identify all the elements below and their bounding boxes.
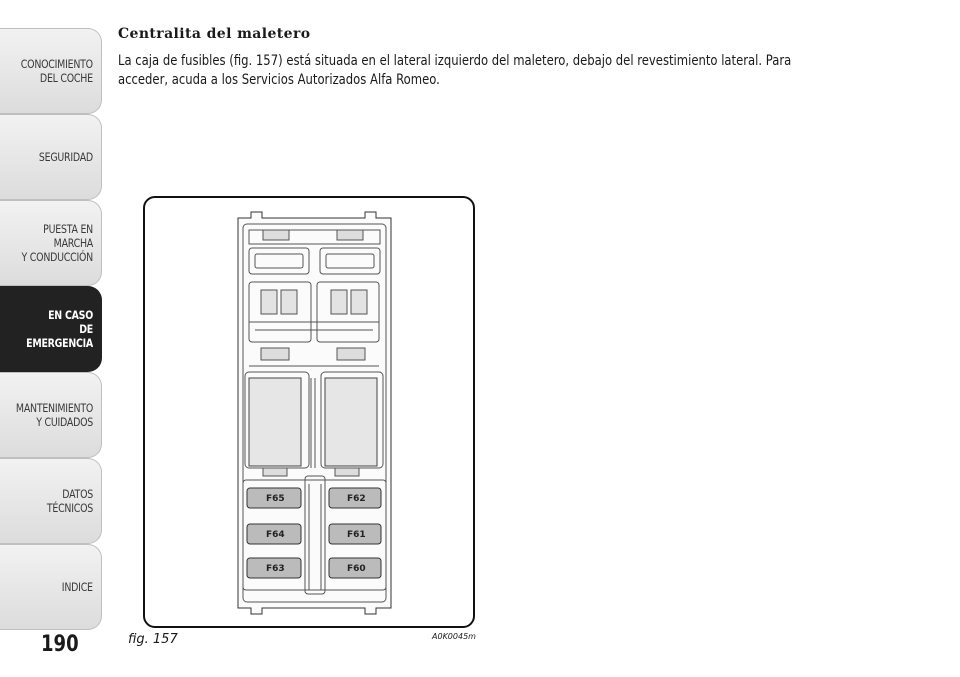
- section-heading: Centralita del maletero: [118, 26, 311, 42]
- fuse-label-f64: F64: [266, 530, 285, 540]
- tab-label: CONOCIMIENTO DEL COCHE: [20, 57, 93, 85]
- tab-label: EN CASO DE EMERGENCIA: [26, 308, 94, 350]
- fuse-label-f62: F62: [347, 494, 366, 504]
- tab-mantenimiento[interactable]: [0, 372, 102, 458]
- body-paragraph: La caja de fusibles (fig. 157) está situada en el lateral izquierdo del maletero, debajo del revestimiento lateral. Para acceder, acuda a los Servicios Autorizados Alfa Romeo.: [118, 53, 792, 88]
- tab-conocimiento[interactable]: [0, 28, 102, 114]
- tab-en-caso-de-emergencia[interactable]: [0, 286, 102, 372]
- fuse-label-f65: F65: [266, 494, 285, 504]
- tab-label: SEGURIDAD: [38, 150, 93, 164]
- fuse-label-f60: F60: [347, 564, 366, 574]
- tab-label: PUESTA EN MARCHA Y CONDUCCIÓN: [21, 222, 93, 264]
- tab-puesta-en-marcha[interactable]: [0, 200, 102, 286]
- tab-label: MANTENIMIENTO Y CUIDADOS: [15, 401, 93, 429]
- tab-indice[interactable]: [0, 544, 102, 630]
- tab-seguridad[interactable]: [0, 114, 102, 200]
- fuse-box-figure: [143, 196, 475, 628]
- fuse-label-f61: F61: [347, 530, 366, 540]
- tab-label: DATOS TÉCNICOS: [46, 487, 93, 515]
- page-number: 190: [41, 632, 79, 657]
- figure-caption: fig. 157: [128, 632, 178, 647]
- figure-code: A0K0045m: [432, 632, 476, 641]
- fuse-box-diagram: [145, 198, 473, 626]
- tab-label: INDICE: [62, 580, 93, 594]
- fuse-label-f63: F63: [266, 564, 285, 574]
- tab-datos-tecnicos[interactable]: [0, 458, 102, 544]
